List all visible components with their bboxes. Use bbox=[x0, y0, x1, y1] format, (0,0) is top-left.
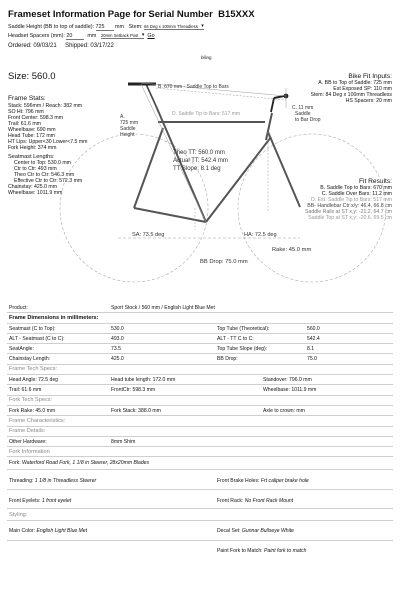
saddle-height-unit: mm bbox=[115, 24, 124, 30]
tech-title-row bbox=[7, 365, 393, 375]
a-label-1: A. bbox=[120, 114, 125, 120]
dims-title: Frame Dimensions in millimeters: bbox=[9, 314, 99, 321]
paint-fork-label: Paint Fork to Match: bbox=[217, 548, 263, 555]
decal-label: Decal Set: bbox=[217, 528, 241, 535]
main-color-value: English Light Blue Met bbox=[36, 528, 88, 535]
other-hardware-row bbox=[7, 437, 393, 447]
decal-set bbox=[217, 528, 294, 534]
eyelets-row bbox=[7, 490, 393, 509]
shipped-label: Shipped: bbox=[65, 43, 89, 49]
seatstay-tube bbox=[134, 128, 163, 208]
dim-value: 560.0 bbox=[307, 325, 320, 332]
seat-angle-label: SA: 73.5 deg bbox=[132, 232, 165, 238]
dim-value: 425.0 bbox=[111, 356, 124, 363]
dims-rows bbox=[7, 324, 393, 365]
c-label-1: C. 11 mm bbox=[292, 105, 314, 111]
frame-stat-line-6: HT Lips: Upper<30 Lower<7.5 mm bbox=[8, 139, 88, 145]
front-wheel bbox=[238, 134, 386, 282]
front-brake bbox=[217, 478, 309, 484]
decal-value: Gunnar Bullseye White bbox=[241, 528, 295, 535]
ordered-date: 09/03/21 bbox=[33, 43, 57, 49]
styling-title: Styling: bbox=[9, 512, 28, 519]
seatpost-select[interactable]: 20mm Setback Post ▾ bbox=[101, 33, 144, 39]
fork-row bbox=[7, 406, 393, 416]
front-eyelets-value: 1 front eyelet bbox=[41, 498, 72, 505]
bike-fit-input-line-2: Stem: 84 Deg x 100mm Threadless bbox=[310, 92, 392, 98]
dim-value: 530.0 bbox=[111, 325, 124, 332]
fork-specs-title-row bbox=[7, 396, 393, 406]
wheelbase-spec: Wheelbase: 1011.9 mm bbox=[263, 387, 317, 394]
tt-slope-label: TT Slope: 8.1 deg bbox=[173, 166, 221, 172]
b-label: B. 670 mm - Saddle Top to Bars bbox=[158, 84, 229, 90]
head-tube-spec: Head tube length: 172.0 mm bbox=[111, 377, 176, 384]
front-brake-value: Frt caliper brake hole bbox=[260, 478, 309, 485]
frame-stat-line-0: Stack: 596mm / Reach: 382 mm bbox=[8, 103, 83, 109]
threading-row bbox=[7, 470, 393, 490]
dim-label: BB Drop: bbox=[217, 356, 238, 363]
stem bbox=[274, 96, 284, 98]
go-button[interactable]: Go bbox=[147, 33, 155, 39]
fit-results-title: Fit Results: bbox=[359, 178, 392, 185]
color-row bbox=[7, 521, 393, 541]
characteristics-title: Frame Characteristics: bbox=[9, 417, 66, 424]
theo-tt-label: Theo TT: 560.0 mm bbox=[173, 150, 225, 156]
tech-row bbox=[7, 375, 393, 385]
frame-stats-title: Frame Stats: bbox=[8, 95, 46, 102]
dim-value: 73.5 bbox=[111, 346, 121, 353]
serial-number: B15XXX bbox=[218, 9, 255, 20]
details-row bbox=[7, 427, 393, 437]
dims-row bbox=[7, 354, 393, 364]
front-rack-label: Front Rack: bbox=[217, 498, 244, 505]
saddle-height-label: Saddle Height (BB to top of saddle): bbox=[8, 24, 95, 30]
fork-specs-title: Fork Tech Specs: bbox=[9, 397, 53, 404]
product-label: Product: bbox=[9, 305, 28, 311]
spacers-unit: mm bbox=[87, 33, 97, 39]
bike-fit-input-line-1: Est Exposed SP: 110 mm bbox=[333, 86, 392, 92]
dim-label: Chainstay Length: bbox=[9, 356, 51, 363]
spacers-input[interactable]: 20 bbox=[66, 33, 84, 40]
rake-label: Rake: 45.0 mm bbox=[272, 247, 312, 253]
actual-tt-label: Actual TT: 542.4 mm bbox=[173, 158, 228, 164]
fork-line-row bbox=[7, 457, 393, 470]
seat-tube bbox=[156, 106, 206, 222]
frame-size: Size: 560.0 bbox=[8, 71, 56, 82]
stem-select[interactable]: 84 Deg x 100mm Threadless ▾ bbox=[144, 24, 204, 30]
c-label-2: Saddle bbox=[295, 111, 311, 117]
fork-info-title: Fork Information bbox=[9, 448, 50, 455]
front-rack bbox=[217, 498, 293, 504]
main-color-label: Main Color: bbox=[9, 528, 36, 535]
shipped-date: 03/17/22 bbox=[90, 43, 114, 49]
standover-spec: Standover: 796.0 mm bbox=[263, 377, 312, 384]
wheelbase-stat: Wheelbase: 1011.9 mm bbox=[8, 190, 63, 196]
frame-stat-line-1: SO Ht: 796 mm bbox=[8, 109, 44, 115]
threading bbox=[9, 478, 96, 484]
dim-label: Top Tube (Theoretical): bbox=[217, 325, 270, 332]
seatmast-line-0: Center to Top: 530.0 mm bbox=[14, 160, 71, 166]
fork-line-label: Fork: bbox=[9, 460, 21, 467]
a-label-3: Saddle bbox=[120, 126, 136, 132]
seatmast-line-1: Ctr to Ctr: 493 mm bbox=[14, 166, 57, 172]
chainstay-stat: Chainstay: 425.0 mm bbox=[8, 184, 58, 190]
frame-stat-line-3: Trail: 61.6 mm bbox=[8, 121, 41, 127]
fit-result-line-1: C. Saddle Over Bars: 11.2 mm bbox=[321, 191, 392, 197]
other-hardware-value: 8mm Shim bbox=[111, 438, 136, 445]
seatmast-line-3: Effective Ctr to Ctr: 572.3 mm bbox=[14, 178, 83, 184]
dims-row bbox=[7, 324, 393, 334]
dims-row bbox=[7, 334, 393, 344]
frame-tubes bbox=[134, 106, 300, 222]
title-prefix: Frameset Information Page for Serial Number bbox=[8, 9, 213, 20]
spacers-label: Headset Spacers (mm): bbox=[8, 33, 65, 39]
axle-crown-spec: Axle to crown: mm bbox=[263, 407, 305, 414]
product-value: Sport Stock / 560 mm / English Light Blue Met bbox=[111, 305, 215, 311]
a-label-4: Height bbox=[120, 132, 135, 138]
other-hardware-label: Other Hardware: bbox=[9, 438, 47, 445]
saddle-height-input[interactable]: 725 bbox=[96, 24, 114, 31]
dims-title-row bbox=[7, 313, 393, 323]
fit-result-line-3: BB- Handlebar Ctr x/y: 46.4, 66.8 cm bbox=[307, 203, 392, 209]
spec-table bbox=[7, 303, 393, 560]
frame-stat-line-2: Front Center: 598.3 mm bbox=[8, 115, 64, 121]
bike-fit-inputs-title: Bike Fit Inputs: bbox=[348, 73, 392, 80]
front-eyelets-label: Front Eyelets: bbox=[9, 498, 41, 505]
dim-label: Top Tube Slope (deg): bbox=[217, 346, 268, 353]
threading-label: Threading: bbox=[9, 478, 34, 485]
product-row bbox=[7, 303, 393, 313]
paint-fork bbox=[217, 548, 306, 554]
main-color bbox=[9, 528, 87, 534]
billing-label: biling bbox=[201, 55, 212, 60]
frame-stat-line-5: Head Tube: 172 mm bbox=[8, 133, 56, 139]
headset-spacers bbox=[271, 98, 274, 112]
styling-row bbox=[7, 509, 393, 521]
bike-fit-input-line-3: HS Spacers: 20 mm bbox=[345, 98, 392, 104]
dims-row bbox=[7, 344, 393, 354]
details-title: Frame Details: bbox=[9, 428, 46, 435]
fork-stack-spec: Fork Stack: 388.0 mm bbox=[111, 407, 161, 414]
fit-result-line-5: Saddle Top at ST x,y: -20.6, 69.5 cm bbox=[308, 215, 392, 221]
front-center-spec: FrontCtr: 598.3 mm bbox=[111, 387, 156, 394]
dim-value: 8.1 bbox=[307, 346, 315, 353]
d-label: D. Saddle Tip to Bars: 517 mm bbox=[172, 111, 241, 117]
fork-line bbox=[9, 460, 149, 466]
paint-fork-row bbox=[7, 541, 393, 560]
a-label-2: 725 mm bbox=[120, 120, 139, 126]
paint-fork-value: Paint fork to match bbox=[264, 548, 307, 555]
bb-drop-label: BB Drop: 75.0 mm bbox=[200, 259, 248, 265]
frame-stat-line-4: Wheelbase: 690 mm bbox=[8, 127, 56, 133]
dim-label: Seatmast (C to Top): bbox=[9, 325, 56, 332]
c-label-3: to Bar Drop bbox=[295, 117, 321, 123]
seatpost bbox=[146, 84, 156, 106]
dim-value: 542.4 bbox=[307, 335, 320, 342]
front-rack-value: No Front Rack Mount bbox=[244, 498, 294, 505]
frame-stat-line-7: Fork Height: 374 mm bbox=[8, 145, 57, 151]
fork-info-row bbox=[7, 447, 393, 457]
dim-value: 493.0 bbox=[111, 335, 124, 342]
seatmast-title: Seatmast Lengths: bbox=[8, 154, 55, 160]
ordered-label: Ordered: bbox=[8, 43, 32, 49]
seatmast-line-2: Theo Ctr to Ctr: 546.3 mm bbox=[14, 172, 75, 178]
dim-value: 75.0 bbox=[307, 356, 317, 363]
fit-result-line-0: B. Saddle Top to Bars: 670 mm bbox=[320, 185, 392, 191]
fork-line-value: Waterford Road Fork, 1 1/8 in Steerer, 28x20mm Blades bbox=[22, 460, 150, 467]
front-eyelets bbox=[9, 498, 71, 504]
dim-label: ALT - Seatmast (C to C): bbox=[9, 335, 65, 342]
dim-label: SeatAngle: bbox=[9, 346, 34, 353]
tech-title: Frame Tech Specs: bbox=[9, 366, 58, 373]
characteristics-row bbox=[7, 416, 393, 426]
fork-blade bbox=[268, 132, 300, 207]
head-angle-label: HA: 72.5 deg bbox=[244, 232, 277, 238]
front-brake-label: Front Brake Holes: bbox=[217, 478, 260, 485]
dim-label: ALT - TT C to C: bbox=[217, 335, 254, 342]
bike-fit-input-line-0: A. BB to Top of Saddle: 725 mm bbox=[318, 80, 392, 86]
fit-result-line-4: Saddle Rails at ST x,y: -21.2, 64.7 cm bbox=[305, 209, 392, 215]
fit-result-line-2: D. Est. Saddle Tip to Bars: 517 mm bbox=[310, 197, 392, 203]
threading-value: 1 1/8 in Threadless Steerer bbox=[34, 478, 97, 485]
stem-label: Stem: bbox=[128, 24, 143, 30]
trail-spec: Trail: 61.6 mm bbox=[9, 387, 42, 394]
tech-row-2 bbox=[7, 385, 393, 395]
head-angle-spec: Head Angle: 72.5 deg bbox=[9, 377, 58, 384]
fork-rake-spec: Fork Rake: 45.0 mm bbox=[9, 407, 56, 414]
